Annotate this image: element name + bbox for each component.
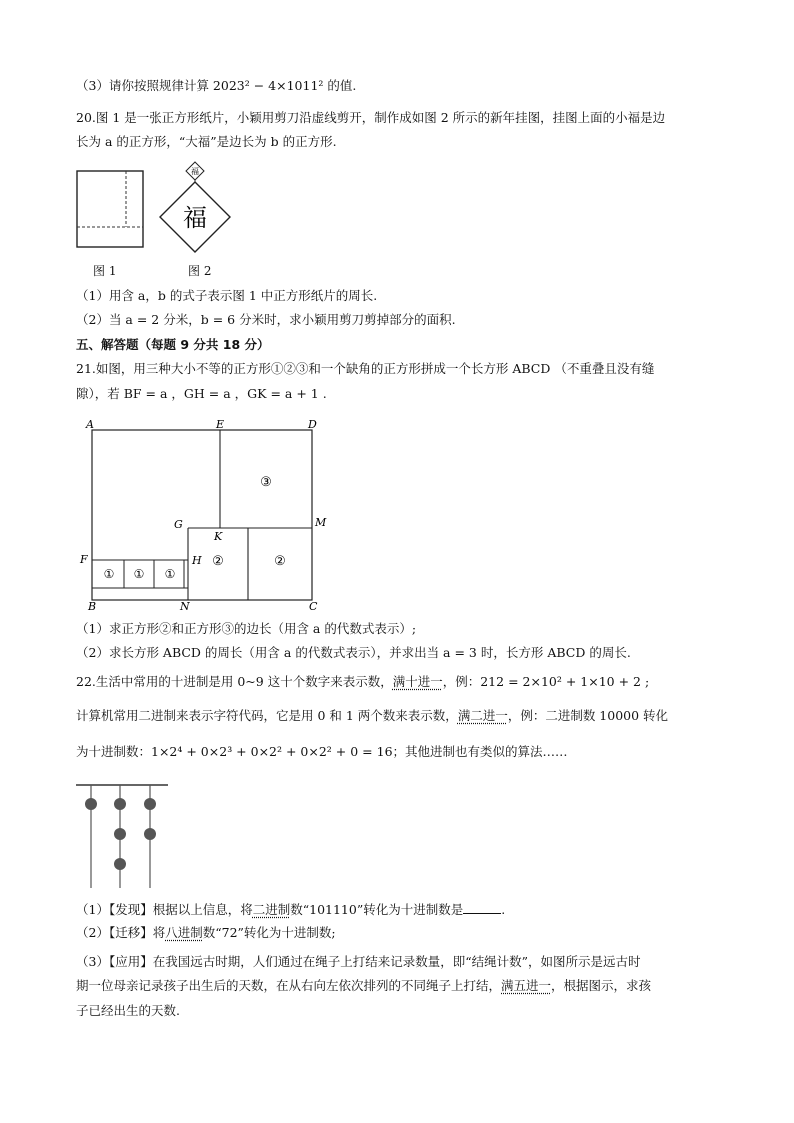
q22-part1-a: （1）【发现】根据以上信息，将 — [76, 902, 253, 917]
q20-stem-line2: 长为 a 的正方形，“大福”是边长为 b 的正方形. — [76, 134, 337, 149]
square3-label: ③ — [260, 475, 272, 490]
square1-label-a: ① — [103, 567, 115, 581]
q22-part3-line2-a: 期一位母亲记录孩子出生后的天数，在从右向左依次排列的不同绳子上打结， — [76, 978, 502, 993]
q22-line1-c: ，例：212 = 2×10² + 1×10 + 2 ; — [442, 674, 650, 689]
square2-label-b: ② — [274, 554, 286, 569]
section5-heading: 五、解答题（每题 9 分共 18 分） — [76, 337, 270, 352]
point-A: A — [86, 418, 94, 431]
q22-stem-line3: 为十进制数：1×2⁴ + 0×2³ + 0×2² + 0×2² + 0 = 16；其他进制也有类似的算法…… — [76, 744, 568, 759]
q22-part1-d: . — [501, 902, 506, 917]
q21-part1: （1）求正方形②和正方形③的边长（用含 a 的代数式表示）; — [76, 621, 417, 636]
point-C: C — [309, 600, 318, 613]
q20-part2: （2）当 a = 2 分米，b = 6 分米时，求小颖用剪刀剪掉部分的面积. — [76, 312, 456, 327]
q22-part2 — [76, 925, 336, 941]
q21-stem-line1: 21.如图，用三种大小不等的正方形①②③和一个缺角的正方形拼成一个长方形 ABCD （不重叠且没有缝 — [76, 361, 655, 376]
q22-part3-line2 — [76, 978, 651, 994]
square2-label-a: ② — [212, 554, 224, 569]
figure1-label: 图 1 — [93, 264, 117, 278]
q22-part2-a: （2）【迁移】将 — [76, 925, 166, 940]
q22-part1-emph: 二进制 — [252, 902, 291, 917]
big-fu-char: 福 — [183, 204, 207, 232]
q21-part2: （2）求长方形 ABCD 的周长（用含 a 的代数式表示），并求出当 a = 3 时，长方形 ABCD 的周长. — [76, 645, 631, 660]
point-G: G — [174, 518, 183, 531]
q20-part1: （1）用含 a，b 的式子表示图 1 中正方形纸片的周长. — [76, 288, 378, 303]
q20-figure2 — [162, 160, 238, 260]
q21-stem-line2: 隙），若 BF = a ，GH = a ，GK = a + 1 . — [76, 386, 327, 401]
q22-line1-emph: 满十进一 — [392, 674, 443, 689]
point-B: B — [88, 600, 97, 613]
point-N: N — [180, 600, 190, 613]
q22-part2-c: 数“72”转化为十进制数; — [202, 925, 336, 940]
q21-rectangle-figure — [76, 412, 336, 612]
q22-line2-emph: 满二进一 — [457, 708, 508, 723]
q19-part3: （3）请你按照规律计算 2023² − 4×1011² 的值. — [76, 78, 357, 93]
q22-part3-line2-c: ，根据图示，求孩 — [551, 978, 652, 993]
figure2-label: 图 2 — [188, 264, 212, 278]
knot-counting-figure — [76, 782, 176, 892]
q22-part1-c: 数“101110”转化为十进制数是 — [290, 902, 464, 917]
q22-part3-line1: （3）【应用】在我国远古时期，人们通过在绳子上打结来记录数量，即“结绳计数”，如图所示是远古时 — [76, 954, 641, 969]
q22-part3-line3: 子已经出生的天数. — [76, 1003, 180, 1018]
point-M: M — [315, 516, 327, 529]
q22-line1-a: 22.生活中常用的十进制是用 0~9 这十个数字来表示数， — [76, 674, 393, 689]
point-H: H — [192, 554, 202, 567]
q22-stem-line2 — [76, 708, 668, 724]
q22-line2-a: 计算机常用二进制来表示字符代码，它是用 0 和 1 两个数来表示数， — [76, 708, 458, 723]
q22-part2-emph: 八进制 — [165, 925, 203, 940]
point-K: K — [214, 530, 223, 543]
q22-line2-c: ，例：二进制数 10000 转化 — [507, 708, 669, 723]
point-E: E — [216, 418, 225, 431]
q22-part1 — [76, 901, 505, 918]
answer-blank[interactable] — [463, 901, 501, 914]
point-F: F — [80, 553, 88, 566]
q22-stem-line1 — [76, 674, 649, 690]
square1-label-b: ① — [133, 567, 145, 581]
small-fu-char: 福 — [191, 167, 199, 176]
q20-figure1 — [76, 170, 146, 250]
q20-stem-line1: 20.图 1 是一张正方形纸片，小颖用剪刀沿虚线剪开，制作成如图 2 所示的新年挂图，挂图上面的小福是边 — [76, 110, 666, 125]
square1-label-c: ① — [164, 567, 176, 581]
point-D: D — [308, 418, 317, 431]
q22-part3-emph: 满五进一 — [501, 978, 552, 993]
